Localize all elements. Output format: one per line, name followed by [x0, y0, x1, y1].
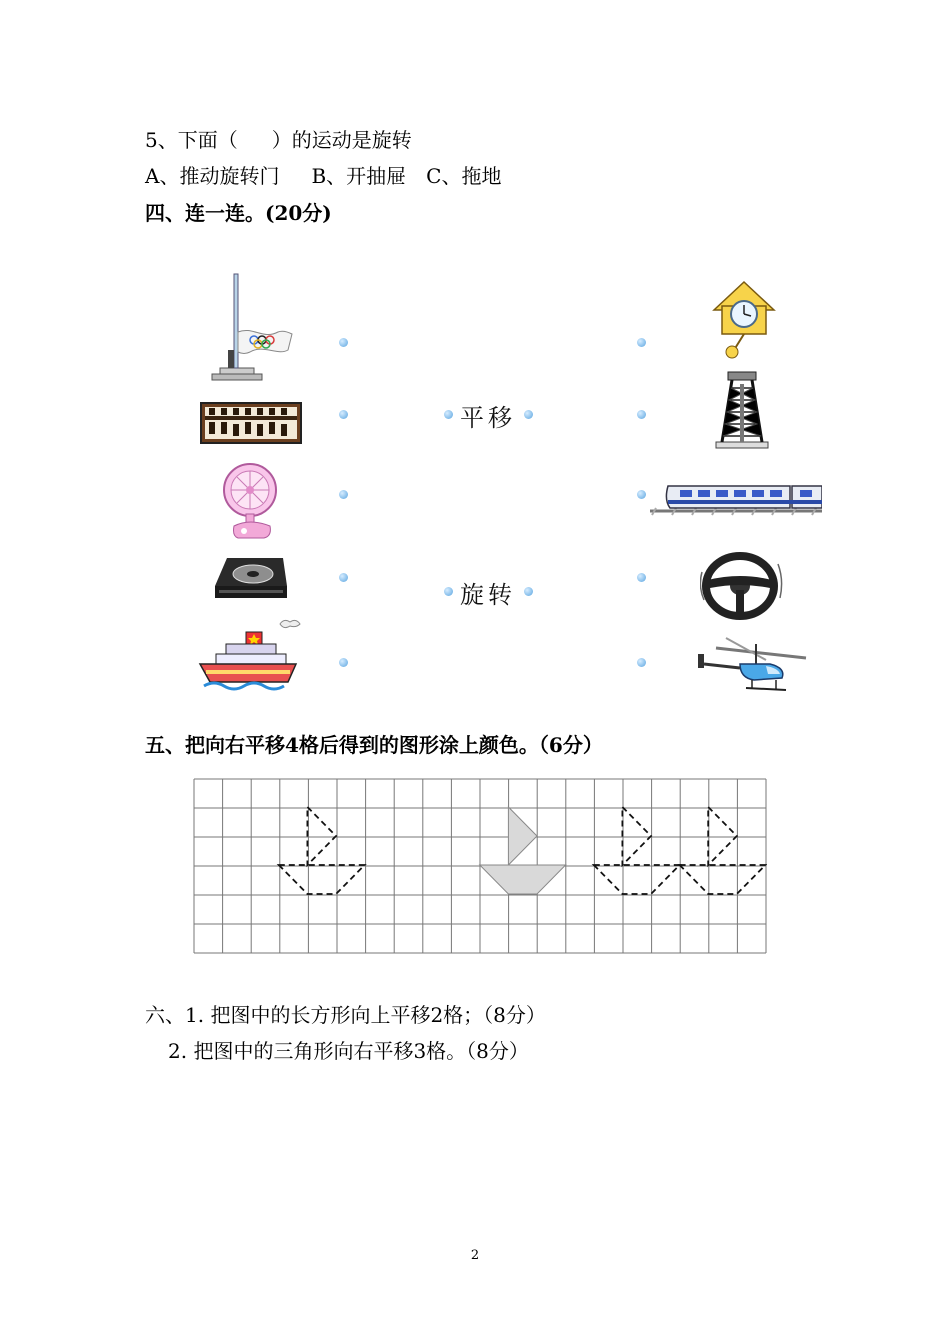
- center-dot-translate-right[interactable]: [524, 410, 533, 419]
- left-dot-4[interactable]: [339, 573, 348, 582]
- flag-icon: [208, 270, 298, 385]
- q5-option-b: B、开抽屉: [311, 164, 407, 188]
- rotate-label: 旋转: [460, 581, 516, 609]
- cuckoo-clock-icon: [712, 280, 776, 362]
- dvd-tray-icon: [213, 556, 289, 600]
- option-boat-3: [680, 807, 766, 894]
- abacus-icon: [200, 402, 302, 444]
- steering-wheel-icon: [700, 550, 784, 620]
- right-dot-3[interactable]: [637, 490, 646, 499]
- q5-text-before: 5、下面（: [145, 128, 238, 152]
- q5-options: [145, 160, 501, 189]
- translate-label: 平移: [460, 404, 516, 432]
- question-5: [145, 124, 412, 153]
- train-icon: [650, 480, 822, 516]
- left-dot-3[interactable]: [339, 490, 348, 499]
- left-dot-5[interactable]: [339, 658, 348, 667]
- center-dot-rotate-right[interactable]: [524, 587, 533, 596]
- section-5-title: 五、把向右平移4格后得到的图形涂上颜色。（6分）: [145, 733, 603, 757]
- option-boat-2: [594, 807, 680, 894]
- fan-icon: [220, 462, 286, 540]
- oil-derrick-icon: [714, 370, 770, 450]
- q5-option-a: A、推动旋转门: [145, 164, 280, 188]
- q5-text-after: ）的运动是旋转: [271, 128, 412, 152]
- right-dot-5[interactable]: [637, 658, 646, 667]
- center-dot-translate-left[interactable]: [444, 410, 453, 419]
- q5-option-c: C、拖地: [426, 164, 502, 188]
- section-6-line-2: 2. 把图中的三角形向右平移3格。（8分）: [168, 1039, 529, 1063]
- right-dot-2[interactable]: [637, 410, 646, 419]
- helicopter-icon: [696, 634, 808, 694]
- page-number: 2: [470, 1248, 480, 1263]
- option-boat-1: [279, 807, 365, 894]
- translation-grid: [193, 778, 767, 954]
- right-dot-1[interactable]: [637, 338, 646, 347]
- right-dot-4[interactable]: [637, 573, 646, 582]
- center-dot-rotate-left[interactable]: [444, 587, 453, 596]
- section-6-line-1: 六、1. 把图中的长方形向上平移2格；（8分）: [145, 1003, 546, 1027]
- left-dot-2[interactable]: [339, 410, 348, 419]
- original-boat: [480, 807, 566, 894]
- ship-icon: [196, 614, 308, 692]
- left-dot-1[interactable]: [339, 338, 348, 347]
- section-4-title: 四、连一连。(20分): [145, 201, 332, 225]
